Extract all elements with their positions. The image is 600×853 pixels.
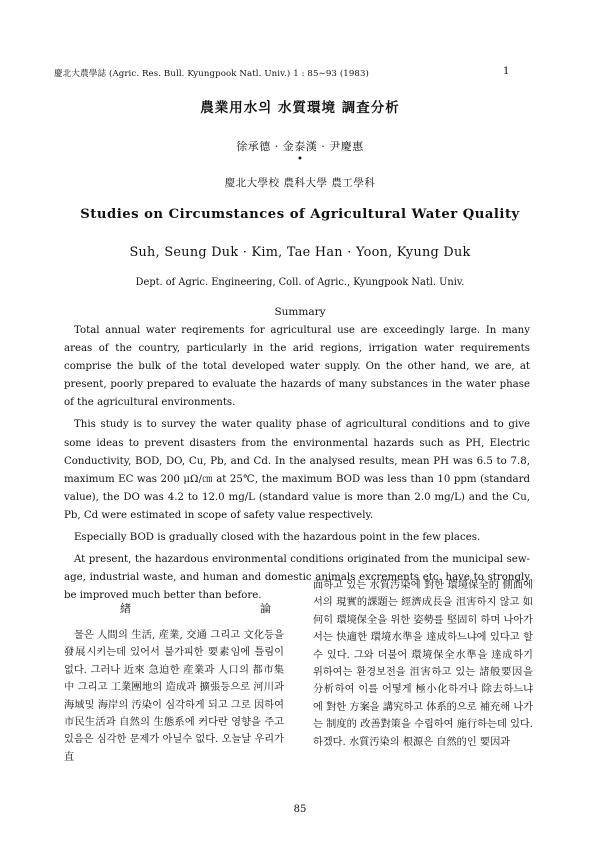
summary-paragraph: At present, the hazardous environmental conditions originated from the municipal sew-age, industrial waste, and human and domestic animals excrements etc. have to strongly be improved much better than before. xyxy=(64,554,530,602)
left-column xyxy=(64,627,284,766)
journal-header: 慶北大農學誌 (Agric. Res. Bull. Kyungpook Natl. Univ.) 1 : 85∼93 (1983) xyxy=(54,69,370,79)
korean-affiliation: 慶北大學校 農科大學 農工學科 xyxy=(224,177,376,189)
korean-authors: 徐承德 · 金泰漢 · 尹慶惠 xyxy=(236,140,364,153)
summary-paragraph: Total annual water reqirements for agricultural use are exceedingly large. In many areas of the country, particularly in the arid regions, irrigation water requirements comprise the bulk of the total developed water supply. On the other hand, we are, at present, poorly prepared to evaluate the hazards of many substances in the water phase of the agricultural environments. xyxy=(64,325,530,409)
left-column-text: 물은 人間의 生活, 産業, 交通 그리고 文化등을 發展시키는데 있어서 불가피한 要素임에 틀림이 없다. 그러나 近來 急迫한 産業과 人口의 都市集中 그리고 工業團地의 造成과 擴張등으로 河川과 海域및 海岸의 汚染이 심각하게 되고 그로 因하여 市民生活과 自然의 生態系에 커다란 영향을 주고 있음은 심각한 문제가 아닐수 없다. 오늘날 우리가 直 xyxy=(64,630,284,763)
section-heading-part: 緖 xyxy=(120,602,135,615)
english-title: Studies on Circumstances of Agricultural Water Quality xyxy=(80,207,520,222)
section-heading-part: 論 xyxy=(260,602,275,615)
summary-heading: Summary xyxy=(274,306,326,318)
korean-title: 農業用水의 水質環境 調査分析 xyxy=(200,100,400,116)
summary-paragraph: This study is to survey the water quality phase of agricultural conditions and to give some ideas to prevent disasters from the environmental hazards such as PH, Electric Conductivity, BOD, DO, Cu, Pb, and Cd. In the analysed results, mean PH was 6.5 to 7.8, maximum EC was 200 μΩ/㎝ at 25℃, the maximum BOD was less than 10 ppm (standard value), the DO was 4.2 to 12.0 mg/L (standard value is more than 2.0 mg/L) and the Cu, Pb, Cd were estimated in scope of safety value respectively. xyxy=(64,419,530,521)
summary-body xyxy=(64,322,530,609)
section-heading xyxy=(120,600,275,616)
right-column xyxy=(313,577,533,751)
page-number-top: 1 xyxy=(503,66,510,77)
right-column-text: 面하고 있는 水質汚染에 對한 環境保全的 側面에서의 現實的課題는 經濟成長을 沮害하지 않고 如何히 環境保全을 위한 姿勢를 堅固히 하며 나아가서는 快適한 環境水準을 達成하느냐에 있다고 할 수 있다. 그와 더불어 環境保全水準을 達成하기 위하여는 환경보전을 沮害하고 있는 諸般要因을 分析하여 이를 어떻게 極小化하거나 除去하느냐에 對한 方案을 講究하고 体系的으로 補充해 나가는 制度的 改善對策을 수립하여 施行하는데 있다.하겠다. 水質汚染의 根源은 自然的인 要因과 xyxy=(313,580,533,748)
separator-dot: • xyxy=(297,154,303,165)
summary-paragraph: Especially BOD is gradually closed with the hazardous point in the few places. xyxy=(74,532,481,544)
english-authors: Suh, Seung Duk · Kim, Tae Han · Yoon, Kyung Duk xyxy=(129,245,471,260)
page-number-footer: 85 xyxy=(293,804,307,815)
english-affiliation: Dept. of Agric. Engineering, Coll. of Agric., Kyungpook Natl. Univ. xyxy=(135,277,465,288)
